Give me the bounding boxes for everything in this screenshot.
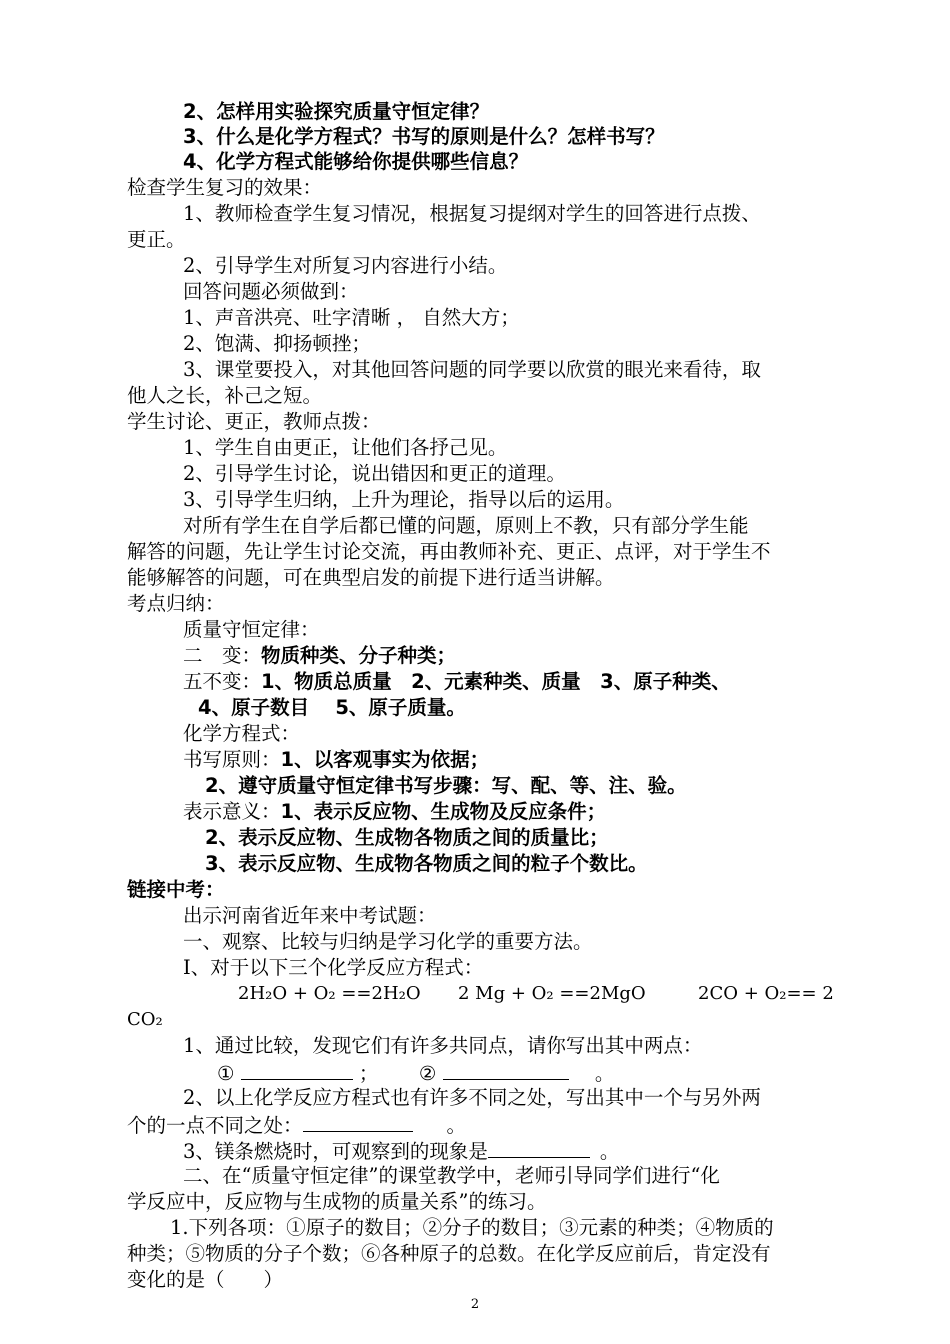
discuss-para-c: 能够解答的问题，可在典型启发的前提下进行适当讲解。	[127, 566, 615, 589]
discuss-para-b: 解答的问题，先让学生讨论交流，再由教师补充、更正、点评，对于学生不	[127, 540, 771, 563]
summary-write-1	[183, 747, 489, 773]
exam-q2b: 学反应中，反应物与生成物的质量关系”的练习。	[127, 1190, 547, 1213]
discuss-item-1: 1、学生自由更正，让他们各抒己见。	[183, 436, 508, 459]
answer-blank-2[interactable]	[443, 1059, 569, 1080]
s3-end: 。	[599, 1140, 620, 1163]
formula-3: 2CO + O₂== 2	[698, 983, 834, 1004]
exam-s2a: 2、以上化学反应方程式也有许多不同之处，写出其中一个与另外两	[183, 1086, 761, 1109]
s2-text: 个的一点不同之处：	[127, 1114, 303, 1137]
discuss-para-a: 对所有学生在自学后都已懂的问题，原则上不教，只有部分学生能	[183, 514, 749, 537]
exam-q2-1c: 变化的是（ ）	[127, 1268, 284, 1291]
exam-q1: 一、观察、比较与归纳是学习化学的重要方法。	[183, 930, 593, 953]
exam-q2-1a: 1.下列各项：①原子的数目；②分子的数目；③元素的种类；④物质的	[170, 1216, 774, 1239]
exam-s1-answers	[217, 1059, 614, 1087]
answer-blank-3[interactable]	[303, 1111, 413, 1132]
must-item-3b: 他人之长，补己之短。	[127, 384, 323, 407]
mean-text-1: 1、表示反应物、生成物及反应条件；	[280, 800, 607, 823]
mean-label: 表示意义：	[183, 800, 281, 823]
summary-mean-1	[183, 799, 606, 825]
must-heading: 回答问题必须做到：	[183, 280, 359, 303]
write-text-1: 1、以客观事实为依据；	[280, 748, 490, 771]
two-change-text: 物质种类、分子种类；	[261, 644, 457, 667]
exam-q1-i: Ⅰ、对于以下三个化学反应方程式：	[183, 956, 484, 979]
must-item-1: 1、声音洪亮、吐字清晰 ， 自然大方；	[183, 306, 520, 329]
summary-eq: 化学方程式：	[183, 722, 301, 745]
five-label: 五不变：	[183, 670, 262, 693]
formula-3-cont: CO₂	[127, 1009, 163, 1030]
exam-s2b	[127, 1111, 466, 1139]
review-question-4: 4、化学方程式能够给你提供哪些信息？	[183, 150, 529, 173]
formula-2: 2 Mg + O₂ ==2MgO	[458, 983, 646, 1004]
summary-mean-2: 2、表示反应物、生成物各物质之间的质量比；	[205, 826, 609, 849]
summary-five-b: 4、原子数目 5、原子质量。	[198, 696, 466, 719]
answer-blank-1[interactable]	[241, 1059, 353, 1080]
check-p2: 2、引导学生对所复习内容进行小结。	[183, 254, 508, 277]
review-question-3: 3、什么是化学方程式？书写的原则是什么？怎样书写？	[183, 125, 665, 148]
discuss-item-3: 3、引导学生归纳，上升为理论，指导以后的运用。	[183, 488, 625, 511]
must-item-3a: 3、课堂要投入，对其他回答问题的同学要以欣赏的眼光来看待，取	[183, 358, 761, 381]
exam-intro: 出示河南省近年来中考试题：	[183, 904, 437, 927]
summary-two-change	[183, 643, 456, 669]
formula-1: 2H₂O + O₂ ==2H₂O	[238, 983, 421, 1004]
s2-end: 。	[446, 1114, 467, 1137]
discuss-item-2: 2、引导学生讨论，说出错因和更正的道理。	[183, 462, 566, 485]
check-heading: 检查学生复习的效果：	[127, 176, 323, 199]
check-p1a: 1、教师检查学生复习情况，根据复习提纲对学生的回答进行点拨、	[183, 202, 761, 225]
page-number: 2	[470, 1297, 480, 1312]
review-question-2: 2、怎样用实验探究质量守恒定律？	[183, 100, 490, 123]
five-text-a: 1、物质总质量 2、元素种类、质量 3、原子种类、	[261, 670, 731, 693]
summary-five-a	[183, 669, 731, 695]
s1-end: 。	[594, 1062, 615, 1085]
s1-option-2: ②	[418, 1062, 437, 1085]
exam-q2a: 二、在“质量守恒定律”的课堂教学中，老师引导同学们进行“化	[183, 1164, 720, 1187]
summary-write-2: 2、遵守质量守恒定律书写步骤：写、配、等、注、验。	[205, 774, 687, 797]
exam-s3	[183, 1137, 619, 1165]
two-change-label: 二 变：	[183, 644, 262, 667]
check-p1b: 更正。	[127, 228, 186, 251]
write-label: 书写原则：	[183, 748, 281, 771]
discuss-heading: 学生讨论、更正，教师点拨：	[127, 410, 381, 433]
s1-separator: ；	[358, 1062, 379, 1085]
s3-text: 3、镁条燃烧时，可观察到的现象是	[183, 1140, 488, 1163]
summary-law: 质量守恒定律：	[183, 618, 320, 641]
summary-mean-3: 3、表示反应物、生成物各物质之间的粒子个数比。	[205, 852, 648, 875]
must-item-2: 2、饱满、抑扬顿挫；	[183, 332, 371, 355]
exam-heading: 链接中考：	[127, 878, 225, 901]
summary-heading: 考点归纳：	[127, 592, 225, 615]
s1-option-1: ①	[217, 1062, 235, 1085]
exam-s1: 1、通过比较，发现它们有许多共同点，请你写出其中两点：	[183, 1034, 703, 1057]
exam-q2-1b: 种类；⑤物质的分子个数；⑥各种原子的总数。在化学反应前后，肯定没有	[127, 1242, 771, 1265]
answer-blank-4[interactable]	[488, 1137, 590, 1158]
